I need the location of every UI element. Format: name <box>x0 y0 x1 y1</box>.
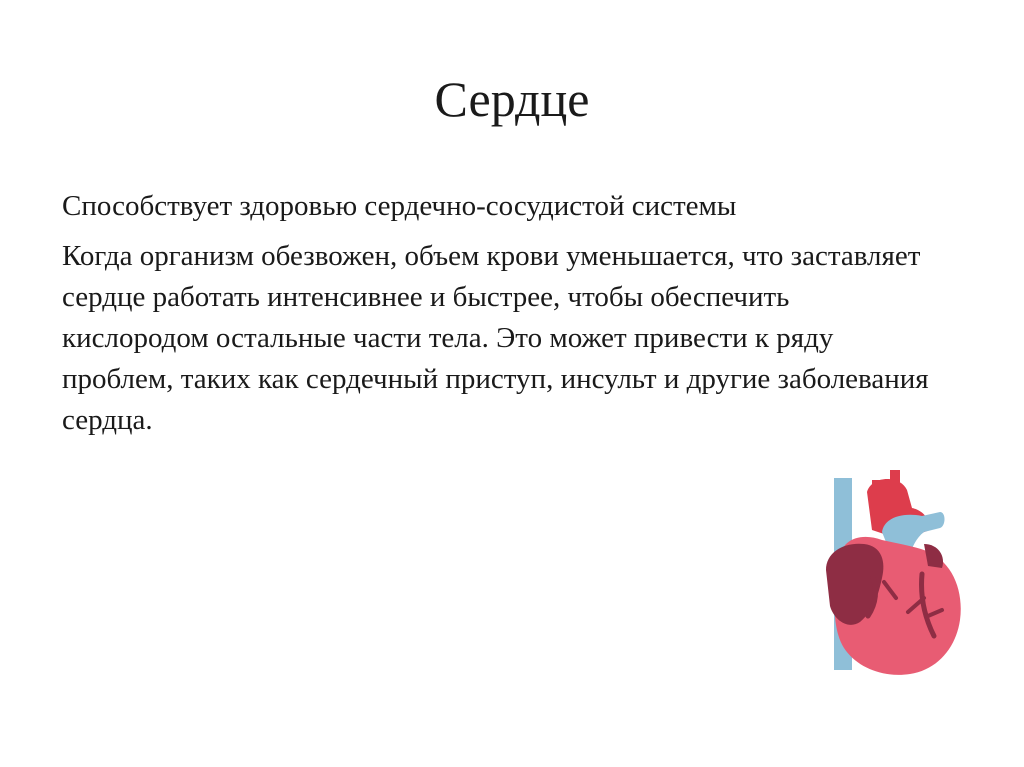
slide-body <box>62 186 942 450</box>
paragraph-2: Когда организм обезвожен, объем крови уменьшается, что заставляет сердце работать интенсивнее и быстрее, чтобы обеспечить кислородом остальные части тела. Это может привести к ряду проблем, таких как сердечный приступ, инсульт и другие заболевания сердца. <box>62 240 929 436</box>
paragraph-1: Способствует здоровью сердечно-сосудистой системы <box>62 190 737 222</box>
aorta-branch-1 <box>872 480 882 500</box>
aorta-branch-2 <box>890 470 900 498</box>
anatomical-heart-icon <box>812 470 982 685</box>
slide-title: Сердце <box>434 71 590 127</box>
